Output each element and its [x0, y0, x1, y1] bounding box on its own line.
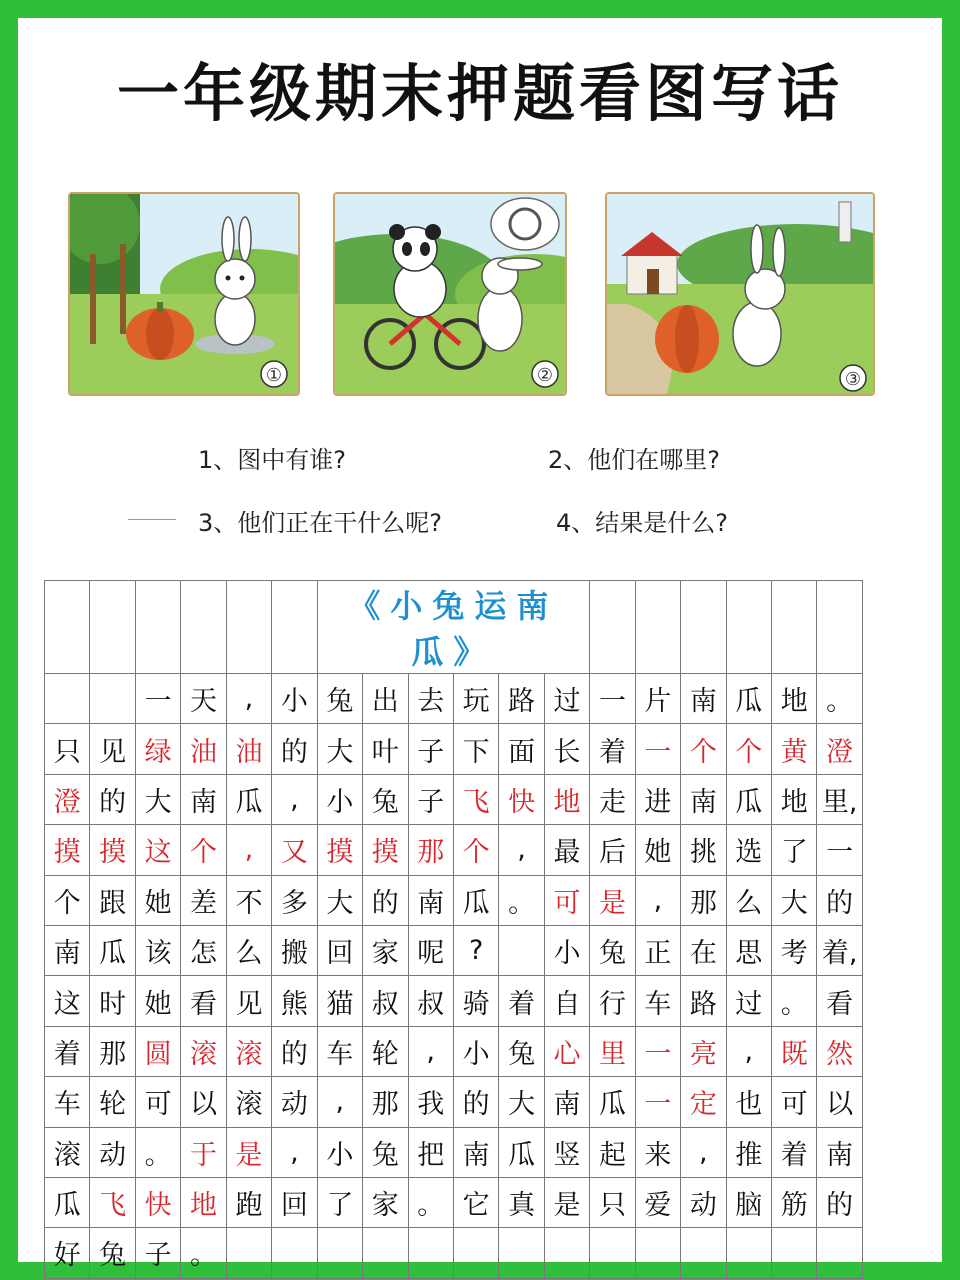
story-char: 动 [681, 1177, 726, 1227]
story-char: 轮 [363, 1026, 408, 1076]
story-char: 黄 [772, 724, 817, 774]
story-char: 油 [181, 724, 226, 774]
story-char: 小 [317, 774, 362, 824]
story-char: 怎 [181, 925, 226, 975]
story-char: 回 [317, 925, 362, 975]
story-char: 兔 [590, 925, 635, 975]
empty-cell [408, 1228, 453, 1278]
story-char: 大 [317, 875, 362, 925]
story-char: 她 [135, 976, 180, 1026]
question-2: 2、他们在哪里? [548, 446, 721, 474]
story-char: 考 [772, 925, 817, 975]
story-char: 挑 [681, 825, 726, 875]
story-char: 片 [635, 674, 680, 724]
story-char: 大 [317, 724, 362, 774]
story-char: 一 [635, 1026, 680, 1076]
story-char: 呢 [408, 925, 453, 975]
story-char: 路 [681, 976, 726, 1026]
story-char: , [226, 825, 271, 875]
story-row [45, 1026, 863, 1076]
story-char: 自 [544, 976, 589, 1026]
story-char: 油 [226, 724, 271, 774]
story-char: 地 [544, 774, 589, 824]
story-char: 多 [272, 875, 317, 925]
story-char: 。 [817, 674, 862, 724]
story-char: 进 [635, 774, 680, 824]
story-char: 这 [45, 976, 90, 1026]
story-char: 瓜 [453, 875, 498, 925]
story-char: 车 [635, 976, 680, 1026]
story-char: 差 [181, 875, 226, 925]
story-char: 搬 [272, 925, 317, 975]
story-char: 把 [408, 1127, 453, 1177]
story-char: 见 [226, 976, 271, 1026]
picture-panel-1 [68, 192, 300, 396]
story-char: 小 [544, 925, 589, 975]
grid-title-row [45, 581, 863, 674]
story-char: 又 [272, 825, 317, 875]
story-row [45, 875, 863, 925]
story-char: 亮 [681, 1026, 726, 1076]
story-char: 大 [772, 875, 817, 925]
story-char: 推 [726, 1127, 771, 1177]
story-char: 。 [772, 976, 817, 1026]
story-char: 的 [363, 875, 408, 925]
grid-cell [590, 581, 635, 674]
story-row [45, 1228, 863, 1278]
question-1: 1、图中有谁? [198, 446, 347, 474]
story-char: 。 [408, 1177, 453, 1227]
story-char: 叶 [363, 724, 408, 774]
empty-cell [772, 1228, 817, 1278]
story-row [45, 1177, 863, 1227]
story-char: 在 [681, 925, 726, 975]
story-char: 着 [499, 976, 544, 1026]
story-char: 定 [681, 1077, 726, 1127]
story-char: 不 [226, 875, 271, 925]
story-char: 兔 [363, 1127, 408, 1177]
story-char: 动 [272, 1077, 317, 1127]
story-char: 最 [544, 825, 589, 875]
story-char: 看 [817, 976, 862, 1026]
story-char: 看 [181, 976, 226, 1026]
story-char: 玩 [453, 674, 498, 724]
story-char: , [726, 1026, 771, 1076]
story-char: 摸 [317, 825, 362, 875]
story-char: 。 [135, 1127, 180, 1177]
story-char: 它 [453, 1177, 498, 1227]
story-char: 骑 [453, 976, 498, 1026]
empty-cell [681, 1228, 726, 1278]
story-char: 了 [772, 825, 817, 875]
story-char: 后 [590, 825, 635, 875]
empty-cell [363, 1228, 408, 1278]
story-char: 子 [135, 1228, 180, 1278]
empty-cell [590, 1228, 635, 1278]
story-char: 大 [499, 1077, 544, 1127]
story-char: 她 [135, 875, 180, 925]
story-char: 圆 [135, 1026, 180, 1076]
story-char: 路 [499, 674, 544, 724]
story-char: 动 [90, 1127, 135, 1177]
story-char: 兔 [317, 674, 362, 724]
story-char: 我 [408, 1077, 453, 1127]
story-char: 跟 [90, 875, 135, 925]
story-char: 一 [635, 1077, 680, 1127]
story-char: , [408, 1026, 453, 1076]
story-char: 南 [181, 774, 226, 824]
story-char: 瓜 [226, 774, 271, 824]
story-char: 好 [45, 1228, 90, 1278]
empty-cell [272, 1228, 317, 1278]
story-char: 该 [135, 925, 180, 975]
story-char: 飞 [90, 1177, 135, 1227]
story-char: 地 [181, 1177, 226, 1227]
story-char: 脑 [726, 1177, 771, 1227]
empty-cell [226, 1228, 271, 1278]
story-char: 瓜 [726, 774, 771, 824]
story-char: 是 [226, 1127, 271, 1177]
story-char: 一 [635, 724, 680, 774]
empty-cell [317, 1228, 362, 1278]
story-char: 家 [363, 925, 408, 975]
picture-3-illustration [607, 194, 873, 394]
story-char: 跑 [226, 1177, 271, 1227]
story-char: 兔 [363, 774, 408, 824]
story-char: 小 [272, 674, 317, 724]
story-char: 南 [544, 1077, 589, 1127]
story-char: 只 [45, 724, 90, 774]
story-char: 瓜 [726, 674, 771, 724]
story-char: 个 [681, 724, 726, 774]
story-char: 筋 [772, 1177, 817, 1227]
divider-line [128, 519, 176, 520]
story-char: 熊 [272, 976, 317, 1026]
story-char: 摸 [90, 825, 135, 875]
story-char: 子 [408, 774, 453, 824]
story-char: 那 [408, 825, 453, 875]
story-char: , [317, 1077, 362, 1127]
story-char: 可 [135, 1077, 180, 1127]
story-char: 是 [590, 875, 635, 925]
story-row [45, 724, 863, 774]
grid-cell [45, 581, 90, 674]
story-char: 个 [726, 724, 771, 774]
story-char: 见 [90, 724, 135, 774]
story-char: , [272, 774, 317, 824]
empty-cell [544, 1228, 589, 1278]
writing-grid [44, 580, 863, 1279]
story-char: 地 [772, 774, 817, 824]
story-char: 小 [453, 1026, 498, 1076]
story-char: 着, [817, 925, 862, 975]
story-char: , [499, 825, 544, 875]
story-char: 瓜 [590, 1077, 635, 1127]
story-char: 着 [772, 1127, 817, 1177]
story-char: 爱 [635, 1177, 680, 1227]
story-char: 南 [408, 875, 453, 925]
story-char: 起 [590, 1127, 635, 1177]
picture-panel-2 [333, 192, 567, 396]
story-char: 车 [45, 1077, 90, 1127]
story-char: 思 [726, 925, 771, 975]
story-char: 子 [408, 724, 453, 774]
story-char: 个 [181, 825, 226, 875]
question-4: 4、结果是什么? [556, 509, 729, 537]
grid-cell [226, 581, 271, 674]
story-char: 飞 [453, 774, 498, 824]
empty-cell [726, 1228, 771, 1278]
story-char: 一 [817, 825, 862, 875]
story-char: 车 [317, 1026, 362, 1076]
grid-cell [90, 581, 135, 674]
story-char: 一 [135, 674, 180, 724]
story-char: 也 [726, 1077, 771, 1127]
story-char: 这 [135, 825, 180, 875]
story-row [45, 1127, 863, 1177]
story-char: 南 [45, 925, 90, 975]
panel-1-number: ① [265, 365, 283, 386]
grid-cell [772, 581, 817, 674]
empty-cell [817, 1228, 862, 1278]
story-char: 了 [317, 1177, 362, 1227]
picture-1-illustration [70, 194, 298, 394]
story-char: 轮 [90, 1077, 135, 1127]
story-char: 的 [817, 1177, 862, 1227]
story-char: 面 [499, 724, 544, 774]
story-char: 里 [590, 1026, 635, 1076]
story-char: 澄 [817, 724, 862, 774]
story-char: 叔 [408, 976, 453, 1026]
story-char: 着 [45, 1026, 90, 1076]
story-char: 。 [181, 1228, 226, 1278]
story-char: 里, [817, 774, 862, 824]
story-char: 可 [772, 1077, 817, 1127]
story-char: , [272, 1127, 317, 1177]
story-char: 快 [499, 774, 544, 824]
story-row [45, 1077, 863, 1127]
story-char: 然 [817, 1026, 862, 1076]
story-char: , [226, 674, 271, 724]
grid-cell [817, 581, 862, 674]
grid-cell [272, 581, 317, 674]
story-char: 叔 [363, 976, 408, 1026]
story-char: 个 [453, 825, 498, 875]
story-char: 的 [817, 875, 862, 925]
page-title: 一年级期末押题看图写话 [116, 57, 843, 130]
story-char: 天 [181, 674, 226, 724]
story-char: 去 [408, 674, 453, 724]
grid-cell [681, 581, 726, 674]
picture-2-illustration [335, 194, 565, 394]
story-char: 瓜 [499, 1127, 544, 1177]
story-char: 那 [681, 875, 726, 925]
grid-cell [726, 581, 771, 674]
story-char: 南 [681, 774, 726, 824]
story-char: 下 [453, 724, 498, 774]
empty-cell [499, 1228, 544, 1278]
empty-cell [45, 674, 90, 724]
story-char: 行 [590, 976, 635, 1026]
story-char: 只 [590, 1177, 635, 1227]
story-char: 家 [363, 1177, 408, 1227]
story-char: 。 [499, 875, 544, 925]
story-char: 来 [635, 1127, 680, 1177]
story-char: 那 [90, 1026, 135, 1076]
story-char: 澄 [45, 774, 90, 824]
story-char: 时 [90, 976, 135, 1026]
story-char: 以 [181, 1077, 226, 1127]
story-char: 选 [726, 825, 771, 875]
panel-3-number: ③ [844, 369, 862, 390]
story-char: 可 [544, 875, 589, 925]
story-char: 大 [135, 774, 180, 824]
story-char: 一 [590, 674, 635, 724]
empty-cell [90, 674, 135, 724]
story-char: 心 [544, 1026, 589, 1076]
story-char: 滚 [226, 1026, 271, 1076]
story-char: 的 [453, 1077, 498, 1127]
grid-cell [635, 581, 680, 674]
grid-cell [181, 581, 226, 674]
story-char: 兔 [90, 1228, 135, 1278]
story-char: 的 [90, 774, 135, 824]
story-char: 猫 [317, 976, 362, 1026]
story-char: 滚 [45, 1127, 90, 1177]
panel-2-number: ② [536, 365, 554, 386]
story-row [45, 925, 863, 975]
story-char: 绿 [135, 724, 180, 774]
story-char: 么 [226, 925, 271, 975]
story-char: 过 [544, 674, 589, 724]
story-char: 回 [272, 1177, 317, 1227]
story-char: 出 [363, 674, 408, 724]
story-row [45, 825, 863, 875]
story-char: 是 [544, 1177, 589, 1227]
story-char: 真 [499, 1177, 544, 1227]
story-char: ? [453, 925, 498, 975]
story-char: 走 [590, 774, 635, 824]
story-char: 么 [726, 875, 771, 925]
story-char: 以 [817, 1077, 862, 1127]
story-row [45, 674, 863, 724]
story-char: 那 [363, 1077, 408, 1127]
story-char: 地 [772, 674, 817, 724]
story-char: 滚 [181, 1026, 226, 1076]
story-char: 个 [45, 875, 90, 925]
story-char: 滚 [226, 1077, 271, 1127]
picture-panel-3 [605, 192, 875, 396]
story-char: 南 [453, 1127, 498, 1177]
story-char: 既 [772, 1026, 817, 1076]
story-char: 摸 [45, 825, 90, 875]
story-char: 正 [635, 925, 680, 975]
story-char: 的 [272, 1026, 317, 1076]
empty-cell [635, 1228, 680, 1278]
grid-cell [135, 581, 180, 674]
story-row [45, 976, 863, 1026]
story-char: 着 [590, 724, 635, 774]
story-char: 南 [681, 674, 726, 724]
story-row [45, 774, 863, 824]
story-char: 小 [317, 1127, 362, 1177]
story-char: 长 [544, 724, 589, 774]
story-char: 过 [726, 976, 771, 1026]
story-char: 南 [817, 1127, 862, 1177]
story-char: 于 [181, 1127, 226, 1177]
story-title: 《小兔运南瓜》 [317, 581, 590, 674]
story-char: 兔 [499, 1026, 544, 1076]
story-char: , [635, 875, 680, 925]
story-char: 她 [635, 825, 680, 875]
question-3: 3、他们正在干什么呢? [198, 509, 443, 537]
story-char: , [681, 1127, 726, 1177]
story-char: 快 [135, 1177, 180, 1227]
empty-cell [453, 1228, 498, 1278]
story-char: 瓜 [90, 925, 135, 975]
story-char: 的 [272, 724, 317, 774]
story-char: 竖 [544, 1127, 589, 1177]
empty-cell [499, 925, 544, 975]
story-char: 摸 [363, 825, 408, 875]
story-char: 瓜 [45, 1177, 90, 1227]
